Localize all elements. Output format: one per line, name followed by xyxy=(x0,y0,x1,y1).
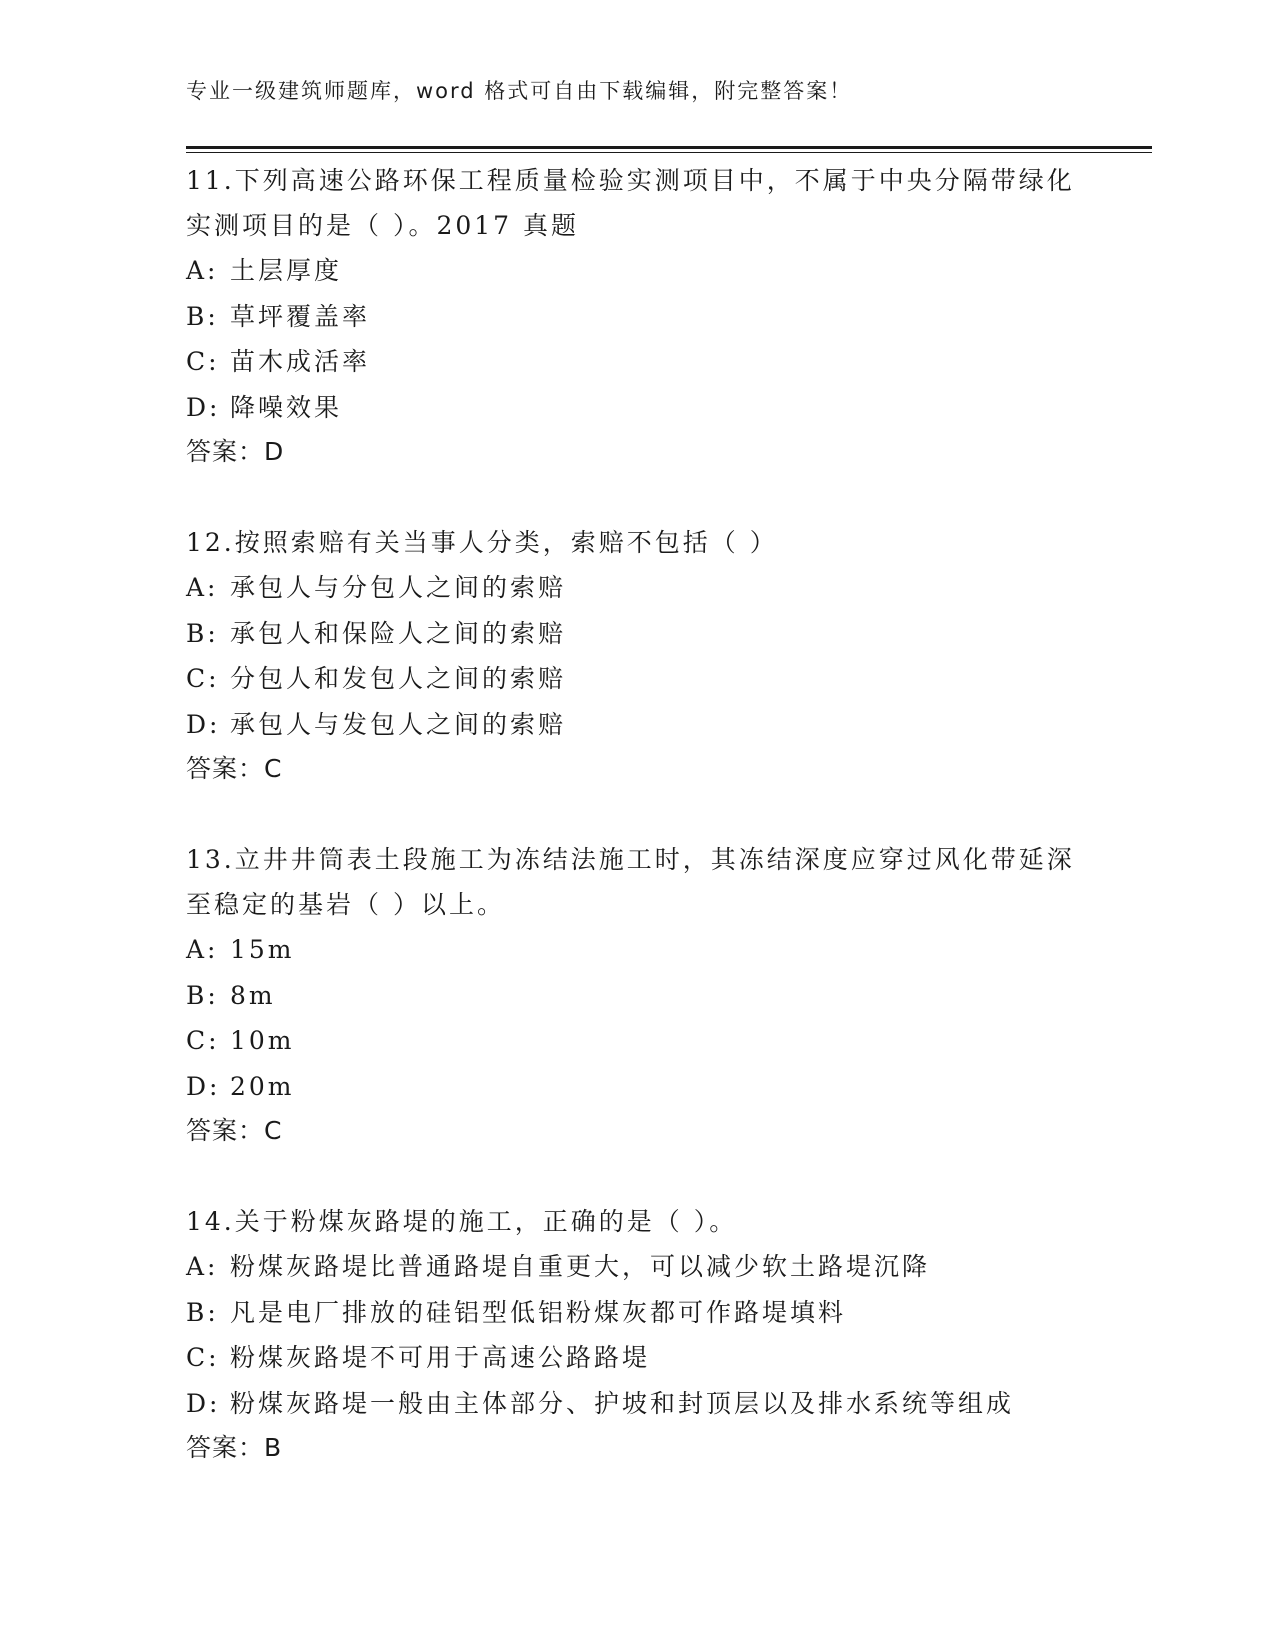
option-letter: A: xyxy=(186,573,219,602)
option-a xyxy=(186,927,1106,973)
option-d xyxy=(186,1381,1106,1427)
question-14 xyxy=(186,1199,1106,1470)
page-header: 专业一级建筑师题库，word 格式可自由下载编辑，附完整答案！ xyxy=(186,79,853,103)
question-13 xyxy=(186,837,1106,1153)
option-text: 10m xyxy=(230,1026,295,1055)
option-letter: C: xyxy=(186,664,220,693)
option-text: 8m xyxy=(230,980,276,1010)
option-c xyxy=(186,339,1106,385)
answer-line: 答案：C xyxy=(186,754,283,783)
header-rule-thin xyxy=(186,152,1152,153)
answer-line: 答案：B xyxy=(186,1433,283,1462)
option-letter: A: xyxy=(186,256,219,285)
option-letter: C: xyxy=(186,1026,220,1055)
option-text: 草坪覆盖率 xyxy=(230,301,371,331)
option-letter: D: xyxy=(186,1071,221,1101)
option-text: 粉煤灰路堤不可用于高速公路路堤 xyxy=(230,1343,651,1372)
option-b xyxy=(186,973,1106,1019)
option-b xyxy=(186,611,1106,657)
option-c xyxy=(186,1335,1106,1381)
question-list xyxy=(186,158,1106,1470)
option-text: 承包人和保险人之间的索赔 xyxy=(230,618,567,648)
option-d xyxy=(186,1064,1106,1110)
option-text: 粉煤灰路堤比普通路堤自重更大，可以减少软土路堤沉降 xyxy=(230,1252,931,1281)
option-letter: D: xyxy=(186,392,221,422)
option-letter: C: xyxy=(186,347,220,376)
option-text: 承包人与分包人之间的索赔 xyxy=(230,573,567,602)
option-a xyxy=(186,248,1106,294)
question-stem: 12.按照索赔有关当事人分类，索赔不包括（ ） xyxy=(186,528,778,557)
option-text: 分包人和发包人之间的索赔 xyxy=(230,664,567,693)
option-a xyxy=(186,1244,1106,1290)
option-letter: B: xyxy=(186,1297,219,1327)
answer-line: 答案：C xyxy=(186,1116,283,1145)
option-text: 降噪效果 xyxy=(230,392,343,422)
option-text: 15m xyxy=(230,935,295,964)
option-c xyxy=(186,1018,1106,1064)
question-stem: 14.关于粉煤灰路堤的施工，正确的是（ ）。 xyxy=(186,1207,738,1236)
option-b xyxy=(186,294,1106,340)
header-rule-thick xyxy=(186,146,1152,149)
option-d xyxy=(186,702,1106,748)
option-text: 土层厚度 xyxy=(230,256,343,285)
option-text: 粉煤灰路堤一般由主体部分、护坡和封顶层以及排水系统等组成 xyxy=(230,1388,1015,1418)
question-stem: 13.立井井筒表土段施工为冻结法施工时，其冻结深度应穿过风化带延深至稳定的基岩（ ）以上。 xyxy=(186,845,1075,919)
option-b xyxy=(186,1290,1106,1336)
option-a xyxy=(186,565,1106,611)
option-c xyxy=(186,656,1106,702)
option-letter: C: xyxy=(186,1343,220,1372)
question-stem: 11.下列高速公路环保工程质量检验实测项目中，不属于中央分隔带绿化实测项目的是（ ）。2017 真题 xyxy=(186,166,1075,240)
option-letter: B: xyxy=(186,301,219,331)
question-12 xyxy=(186,520,1106,791)
option-text: 20m xyxy=(230,1071,295,1101)
question-11 xyxy=(186,158,1106,474)
option-letter: D: xyxy=(186,1388,221,1418)
option-d xyxy=(186,385,1106,431)
question-gap xyxy=(186,474,1106,520)
option-letter: B: xyxy=(186,618,219,648)
option-letter: A: xyxy=(186,1252,219,1281)
option-letter: A: xyxy=(186,935,219,964)
question-gap xyxy=(186,791,1106,837)
option-letter: B: xyxy=(186,980,219,1010)
option-letter: D: xyxy=(186,709,221,739)
option-text: 承包人与发包人之间的索赔 xyxy=(230,709,567,739)
option-text: 凡是电厂排放的硅铝型低铝粉煤灰都可作路堤填料 xyxy=(230,1297,847,1327)
option-text: 苗木成活率 xyxy=(230,347,371,376)
answer-line: 答案：D xyxy=(186,437,285,466)
question-gap xyxy=(186,1153,1106,1199)
